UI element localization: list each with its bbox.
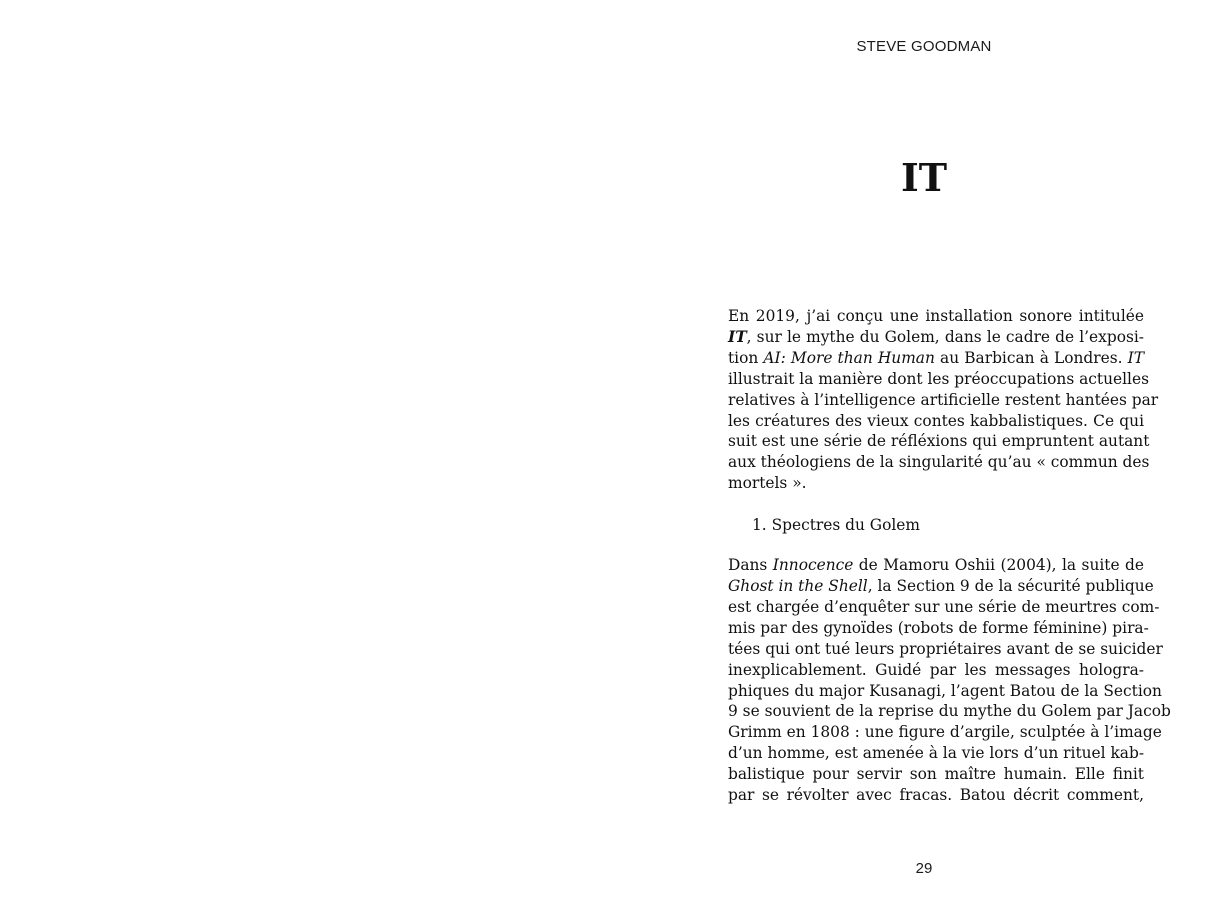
intro-line-6: les créatures des vieux contes kabbalistiques. Ce qui <box>728 411 1144 430</box>
body-line-10: d’un homme, est amenée à la vie lors d’un rituel kab- <box>728 744 1145 763</box>
intro-line-3 <box>728 348 1144 369</box>
body-line-1 <box>728 555 1144 576</box>
body-line-3: est chargée d’enquêter sur une série de meurtres com- <box>728 597 1160 616</box>
intro-line-2 <box>728 327 1144 348</box>
film-title-innocence: Innocence <box>772 556 854 575</box>
intro-line-5: relatives à l’intelligence artificielle restent hantées par <box>728 390 1159 409</box>
page-number: 29 <box>915 860 933 877</box>
intro-line-1: En 2019, j’ai conçu une installation sonore intitulée <box>728 307 1144 325</box>
running-head: STEVE GOODMAN <box>856 38 992 55</box>
body-line-4: mis par des gynoïdes (robots de forme féminine) pira- <box>728 618 1149 637</box>
body-line-1-rest: de Mamoru Oshii (2004), la suite de <box>853 556 1145 575</box>
body-line-12: par se révolter avec fracas. Batou décrit comment, <box>728 786 1144 805</box>
work-title-it: IT <box>728 327 747 346</box>
body-line-8: 9 se souvient de la reprise du mythe du Golem par Jacob <box>728 702 1171 721</box>
intro-line-9: mortels ». <box>728 474 807 493</box>
body-line-1-pre: Dans <box>728 556 773 575</box>
body-line-11: balistique pour servir son maître humain. Elle finit <box>728 765 1144 784</box>
body-line-6: inexplicablement. Guidé par les messages hologra- <box>728 660 1144 679</box>
body-line-2 <box>728 576 1154 597</box>
body-line-2-rest: , la Section 9 de la sécurité publique <box>867 576 1154 595</box>
intro-line-8: aux théologiens de la singularité qu’au « commun des <box>728 453 1150 472</box>
work-title-it-2: IT <box>1127 348 1144 367</box>
body-paragraph <box>728 555 1171 806</box>
body-line-5: tées qui ont tué leurs propriétaires avant de se suicider <box>728 639 1163 658</box>
exhibition-title: AI: More than Human <box>763 348 935 367</box>
intro-line-2-text: , sur le mythe du Golem, dans le cadre de l’exposi- <box>746 327 1144 346</box>
intro-line-3-pre: tion <box>728 348 764 367</box>
section-heading: 1. Spectres du Golem <box>752 516 920 535</box>
body-text <box>728 306 1171 806</box>
intro-line-7: suit est une série de réfléxions qui empruntent autant <box>728 432 1150 451</box>
intro-line-4: illustrait la manière dont les préoccupations actuelles <box>728 369 1149 388</box>
body-line-7: phiques du major Kusanagi, l’agent Batou de la Section <box>728 681 1162 700</box>
right-page <box>616 0 1232 912</box>
film-title-ghost: Ghost in the Shell <box>728 576 868 595</box>
intro-line-3-mid: au Barbican à Londres. <box>934 348 1128 367</box>
body-line-9: Grimm en 1808 : une figure d’argile, sculptée à l’image <box>728 723 1162 742</box>
chapter-title: IT <box>900 155 948 200</box>
intro-paragraph <box>728 306 1159 494</box>
